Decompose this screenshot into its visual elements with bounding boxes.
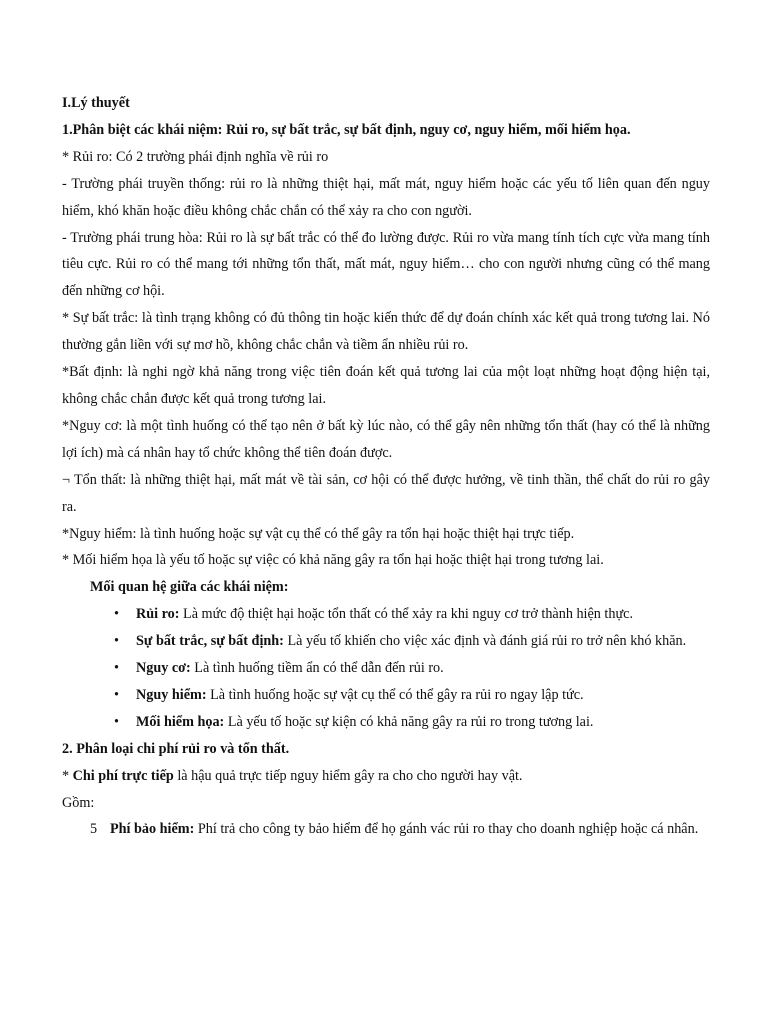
heading-distinguish-concepts: 1.Phân biệt các khái niệm: Rủi ro, sự bất trắc, sự bất định, nguy cơ, nguy hiểm, mối hiểm họa. bbox=[62, 121, 631, 138]
item-marker: 5 bbox=[90, 821, 98, 838]
bullet-text: Là mức độ thiệt hại hoặc tổn thất có thể xảy ra khi nguy cơ trở thành hiện thực. bbox=[179, 606, 633, 623]
bullet-icon: • bbox=[114, 660, 119, 677]
list-item bbox=[114, 709, 710, 736]
concept-relation-list bbox=[62, 601, 710, 736]
bullet-icon: • bbox=[114, 713, 119, 730]
bullet-term: Mối hiểm họa: bbox=[136, 713, 225, 730]
paragraph-traditional-school: - Trường phái truyền thống: rủi ro là những thiệt hại, mất mát, nguy hiểm hoặc các yếu tố liên quan đến nguy hiểm, khó khăn hoặc điều không chắc chắn có thể xảy ra cho con người. bbox=[62, 175, 710, 219]
paragraph-direct-cost bbox=[62, 763, 710, 790]
insurance-fee-term: Phí bảo hiểm: bbox=[110, 821, 195, 838]
bullet-term: Nguy cơ: bbox=[136, 660, 191, 677]
direct-cost-prefix: * bbox=[62, 767, 73, 784]
section-heading-theory: I.Lý thuyết bbox=[62, 95, 130, 111]
bullet-icon: • bbox=[114, 686, 119, 703]
insurance-fee-text: Phí trả cho công ty bảo hiểm để họ gánh vác rủi ro thay cho doanh nghiệp hoặc cá nhân. bbox=[194, 821, 699, 838]
bullet-text: Là yếu tố khiến cho việc xác định và đánh giá rủi ro trở nên khó khăn. bbox=[283, 633, 687, 650]
includes-label: Gồm: bbox=[62, 794, 95, 811]
bullet-icon: • bbox=[114, 606, 119, 623]
direct-cost-text: là hậu quả trực tiếp nguy hiểm gây ra cho cho người hay vật. bbox=[173, 767, 523, 784]
bullet-term: Nguy hiểm: bbox=[136, 686, 207, 703]
bullet-term: Sự bất trắc, sự bất định: bbox=[136, 633, 284, 650]
bullet-icon: • bbox=[114, 633, 119, 650]
bullet-term: Rủi ro: bbox=[136, 606, 180, 623]
list-item bbox=[114, 601, 710, 628]
paragraph-peril-risk: *Nguy cơ: là một tình huống có thể tạo nên ở bất kỳ lúc nào, có thể gây nên những tổn thất (hay có thể là những lợi ích) mà cá nhân hay tổ chức không thể tiên đoán được. bbox=[62, 417, 710, 461]
heading-cost-classification: 2. Phân loại chi phí rủi ro và tổn thất. bbox=[62, 740, 290, 757]
paragraph-indeterminacy: *Bất định: là nghi ngờ khả năng trong việc tiên đoán kết quả tương lai của một loạt những hoạt động hiện tại, không chắc chắn được kết quả trong tương lai. bbox=[62, 364, 710, 407]
direct-cost-term: Chi phí trực tiếp bbox=[72, 767, 174, 784]
bullet-text: Là tình huống hoặc sự vật cụ thể có thể gây ra rủi ro ngay lập tức. bbox=[206, 686, 584, 703]
bullet-text: Là tình huống tiềm ẩn có thể dẫn đến rủi ro. bbox=[190, 660, 444, 677]
paragraph-hazard: * Mối hiểm họa là yếu tố hoặc sự việc có khả năng gây ra tổn hại hoặc thiệt hại trong tương lai. bbox=[62, 552, 604, 569]
relation-heading: Mối quan hệ giữa các khái niệm: bbox=[90, 579, 289, 596]
document-page bbox=[62, 90, 710, 843]
paragraph-loss: ¬ Tổn thất: là những thiệt hại, mất mát về tài sản, cơ hội có thể được hưởng, về tinh thần, thể chất do rủi ro gây ra. bbox=[62, 471, 710, 515]
paragraph-risk-intro: * Rủi ro: Có 2 trường phái định nghĩa về rủi ro bbox=[62, 148, 329, 165]
paragraph-uncertainty: * Sự bất trắc: là tình trạng không có đủ thông tin hoặc kiến thức để dự đoán chính xác kết quả trong tương lai. Nó thường gắn liền với sự mơ hồ, không chắc chắn và tiềm ẩn nhiều rủi ro. bbox=[62, 310, 710, 354]
list-item bbox=[114, 628, 710, 655]
paragraph-neutral-school: - Trường phái trung hòa: Rủi ro là sự bất trắc có thể đo lường được. Rủi ro vừa mang tính tích cực vừa mang tính tiêu cực. Rủi ro có thể mang tới những tổn thất, mất mát, nguy hiểm… cho con người nhưng cũng có thể mang đến những cơ hội. bbox=[62, 229, 710, 300]
numbered-item-insurance-fee bbox=[62, 816, 710, 843]
bullet-text: Là yếu tố hoặc sự kiện có khả năng gây ra rủi ro trong tương lai. bbox=[224, 713, 594, 730]
list-item bbox=[114, 655, 710, 682]
list-item bbox=[114, 682, 710, 709]
paragraph-danger: *Nguy hiểm: là tình huống hoặc sự vật cụ thể có thể gây ra tổn hại hoặc thiệt hại trực tiếp. bbox=[62, 525, 575, 542]
